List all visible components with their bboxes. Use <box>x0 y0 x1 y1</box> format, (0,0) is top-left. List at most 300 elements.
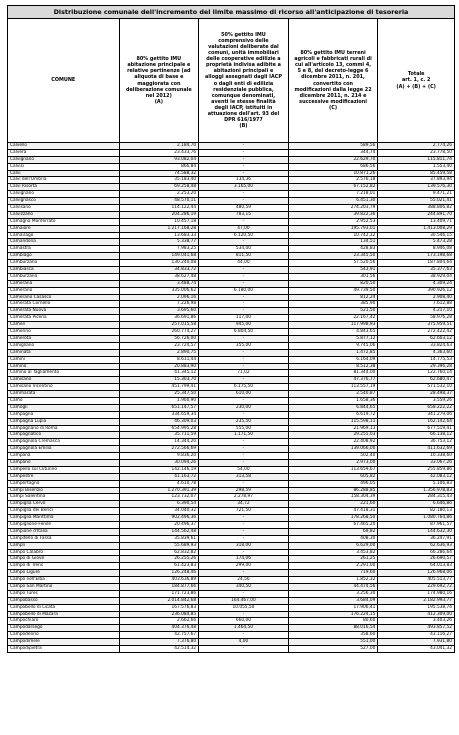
table-header <box>7 19 455 143</box>
cell-imu-b: 6.175,50 <box>199 384 289 390</box>
cell-imu-a: 7.376,80 <box>120 639 200 645</box>
cell-totale: 405.513,77 <box>427 577 452 583</box>
cell-imu-b: - <box>199 453 289 459</box>
cell-comune: Calvisano <box>8 205 120 211</box>
cell-totale: 229.692,72 <box>427 584 452 589</box>
table-row <box>8 391 454 398</box>
table-row <box>8 536 454 543</box>
cell-comune: Campagnatico <box>8 432 120 438</box>
cell-totale: 13.409,71 <box>430 218 452 224</box>
table-row <box>8 350 454 357</box>
cell-imu-b: 610,00 <box>199 391 289 397</box>
cell-comune: Campo Calabro <box>8 550 120 556</box>
cell-imu-c: 69,82 <box>289 529 379 535</box>
cell-totale: 162.142,64 <box>427 418 452 424</box>
table-row <box>8 301 454 308</box>
table-row <box>8 439 454 446</box>
table-row <box>8 288 454 295</box>
cell-comune: Camerano Casasco <box>8 295 120 301</box>
cell-imu-b: 3.165,00 <box>199 184 289 190</box>
cell-imu-c: 589,56 <box>289 143 379 149</box>
cell-comune: Camerata Cornello <box>8 301 120 307</box>
table-row <box>8 598 454 605</box>
cell-comune: Campello sul Clitunno <box>8 467 120 473</box>
cell-comune: Campano <box>8 460 120 466</box>
cell-imu-a: 69.258,48 <box>120 184 200 190</box>
cell-comune: Campodarsego <box>8 625 120 631</box>
column-header-a: 80% gettito IMU abitazione principale e relative pertinenze (ad aliquota di base e maggiorata con deliberazione comunale nel 2012) (A) <box>120 19 200 142</box>
cell-comune: Camerana <box>8 281 120 287</box>
cell-imu-b: 355,00 <box>199 343 289 349</box>
cell-imu-b: 318,00 <box>199 543 289 549</box>
cell-imu-a: 23.433,76 <box>120 150 200 156</box>
cell-totale: 43.116,27 <box>430 632 452 638</box>
cell-imu-a: 144.562,48 <box>120 529 200 535</box>
cell-comune: Campiglia Cervo <box>8 501 120 507</box>
cell-imu-b: - <box>199 198 289 204</box>
cell-comune: Campiglione-Fenile <box>8 522 120 528</box>
cell-imu-b: - <box>199 239 289 245</box>
table-row <box>8 246 454 253</box>
cell-imu-a: 35.183,40 <box>120 177 200 183</box>
cell-imu-c: 605,82 <box>289 474 379 480</box>
cell-imu-a: 2.253,20 <box>120 191 200 197</box>
cell-totale: 7.931,80 <box>432 639 452 645</box>
cell-totale: 7.612,88 <box>432 301 452 307</box>
cell-totale: 43.041,32 <box>430 646 452 652</box>
cell-imu-b: 6.180,00 <box>199 288 289 294</box>
cell-imu-a: 38.627,48 <box>120 274 200 280</box>
cell-totale: 272.422,42 <box>427 329 452 335</box>
table-row <box>8 646 454 653</box>
cell-imu-b: - <box>199 460 289 466</box>
cell-imu-b: 480,59 <box>199 205 289 211</box>
cell-comune: Campodipietra <box>8 646 120 652</box>
cell-imu-a: 41.163,72 <box>120 474 200 480</box>
cell-imu-a: 10.457,18 <box>120 219 200 225</box>
column-header-totale: Totale art. 1, c. 2 (A) + (B) + (C) <box>396 71 436 90</box>
cell-imu-a: 403.636,89 <box>120 577 200 583</box>
cell-imu-c: 57.520,56 <box>289 260 379 266</box>
cell-imu-a: 8.611,44 <box>120 357 200 363</box>
cell-comune: Cambiasca <box>8 267 120 273</box>
cell-imu-b: - <box>199 219 289 225</box>
table-row <box>8 529 454 536</box>
cell-imu-c: 543,91 <box>289 267 379 273</box>
cell-imu-c: 29.255,03 <box>289 432 379 438</box>
cell-comune: Campli <box>8 543 120 549</box>
cell-imu-b: 811,50 <box>199 253 289 259</box>
cell-imu-a: 26.255,26 <box>120 556 200 562</box>
table-row <box>8 625 454 632</box>
cell-totale: 55.021,41 <box>430 198 452 204</box>
cell-comune: Campagnola Emilia <box>8 446 120 452</box>
cell-comune: Campi Salentina <box>8 494 120 500</box>
cell-comune: Cammarata <box>8 391 120 397</box>
cell-imu-b: - <box>199 377 289 383</box>
cell-imu-a: 13.683,33 <box>120 233 200 239</box>
table-row <box>8 419 454 426</box>
cell-comune: Cambiago <box>8 253 120 259</box>
cell-imu-c: 344,74 <box>289 150 379 156</box>
cell-imu-a: 48.570,11 <box>120 198 200 204</box>
table-row <box>8 260 454 267</box>
table-row <box>8 474 454 481</box>
cell-imu-c: 23.345,50 <box>289 253 379 259</box>
cell-imu-b: 230,00 <box>199 405 289 411</box>
table-row <box>8 556 454 563</box>
cell-comune: Camburzano <box>8 260 120 266</box>
cell-imu-b: - <box>199 336 289 342</box>
cell-imu-a: 272.566,69 <box>120 446 200 452</box>
cell-totale: 23.778,50 <box>430 149 452 155</box>
cell-imu-c: 47.376,77 <box>289 377 379 383</box>
cell-totale: 36.753,12 <box>430 439 452 445</box>
cell-comune: Campertogno <box>8 481 120 487</box>
cell-imu-c: 3.256,30 <box>289 591 379 597</box>
cell-imu-a: 35.839,61 <box>120 536 200 542</box>
cell-imu-c: 1.658,36 <box>289 398 379 404</box>
cell-imu-c: 301,56 <box>289 274 379 280</box>
cell-imu-a: 56.726,00 <box>120 336 200 342</box>
cell-imu-c: 134,51 <box>289 239 379 245</box>
table-row <box>8 343 454 350</box>
table-row <box>8 370 454 377</box>
table-row <box>8 274 454 281</box>
table-row <box>8 577 454 584</box>
cell-totale: 66.286,64 <box>430 549 452 555</box>
cell-imu-c: 2.291,00 <box>289 563 379 569</box>
cell-imu-b: - <box>199 522 289 528</box>
cell-imu-a: 866,84 <box>120 164 200 170</box>
table-row <box>8 405 454 412</box>
cell-totale: 37.893,94 <box>430 177 452 183</box>
table-row <box>8 219 454 226</box>
table-row <box>8 322 454 329</box>
cell-imu-b: 235,50 <box>199 419 289 425</box>
cell-imu-b: 340,50 <box>199 584 289 590</box>
cell-imu-c: 5.877,12 <box>289 336 379 342</box>
cell-totale: 85.459,58 <box>430 170 452 176</box>
table-row <box>8 198 454 205</box>
cell-comune: Campiglia dei Berici <box>8 508 120 514</box>
table-row <box>8 212 454 219</box>
table-row <box>8 426 454 433</box>
cell-imu-b: - <box>199 171 289 177</box>
cell-imu-a: 654.995,28 <box>120 426 200 432</box>
cell-imu-b: 660,00 <box>199 618 289 624</box>
cell-imu-c: 1.852,32 <box>289 577 379 583</box>
cell-imu-c: 2.576,18 <box>289 177 379 183</box>
cell-imu-b: 47,00 <box>199 226 289 232</box>
cell-imu-b: - <box>199 274 289 280</box>
cell-comune: Campagna <box>8 412 120 418</box>
table-row <box>8 508 454 515</box>
cell-comune: Camerata Nuova <box>8 308 120 314</box>
cell-imu-a: 1.900,90 <box>120 398 200 404</box>
table-row <box>8 412 454 419</box>
table-row <box>8 550 454 557</box>
cell-totale: 255.859,86 <box>427 466 452 472</box>
cell-imu-a: 15.303,70 <box>120 377 200 383</box>
cell-comune: Campobello di Licata <box>8 605 120 611</box>
cell-imu-c: 6.844,65 <box>289 405 379 411</box>
cell-totale: 244.891,70 <box>427 211 452 217</box>
cell-imu-c: 719,60 <box>289 570 379 576</box>
cell-comune: Calvi <box>8 171 120 177</box>
cell-totale: 35.377,63 <box>430 267 452 273</box>
cell-imu-a: 1.270.391,39 <box>120 488 200 494</box>
cell-comune: Campodimele <box>8 639 120 645</box>
cell-imu-a: 55.689,93 <box>120 543 200 549</box>
cell-comune: Camisano Vicentino <box>8 384 120 390</box>
cell-imu-b: - <box>199 364 289 370</box>
cell-totale: 341.279,06 <box>427 411 452 417</box>
cell-imu-b: 24,56 <box>199 577 289 583</box>
cell-totale: 29.396,28 <box>430 363 452 369</box>
cell-imu-a: 2.662,66 <box>120 618 200 624</box>
cell-comune: Camaiore <box>8 226 120 232</box>
cell-imu-a: 171.723,86 <box>120 591 200 597</box>
cell-imu-a: 184.877,66 <box>120 584 200 590</box>
cell-imu-c: 8.512,38 <box>289 364 379 370</box>
cell-imu-c: 551,00 <box>289 639 379 645</box>
cell-totale: 30.546,15 <box>430 232 452 238</box>
cell-imu-b: 1.464,50 <box>199 625 289 631</box>
cell-imu-a: 6.390,54 <box>120 501 200 507</box>
cell-totale: 122.760,14 <box>427 370 452 376</box>
cell-totale: 3.403,26 <box>432 618 452 624</box>
cell-comune: Campi Bisenzio <box>8 488 120 494</box>
table-row <box>8 563 454 570</box>
cell-imu-c: 6.164,09 <box>289 357 379 363</box>
table-row <box>8 515 454 522</box>
cell-totale: 2.908,40 <box>432 294 452 300</box>
cell-comune: Caminata <box>8 350 120 356</box>
cell-comune: Campobello di Mazara <box>8 612 120 618</box>
cell-comune: Camogli <box>8 405 120 411</box>
cell-totale: 571.532,10 <box>427 384 452 390</box>
cell-imu-a: 142.146,19 <box>120 467 200 473</box>
table-row <box>8 432 454 439</box>
cell-comune: Campo San Martino <box>8 584 120 590</box>
cell-totale: 677.519,41 <box>427 425 452 431</box>
cell-imu-c: 686,56 <box>289 164 379 170</box>
cell-imu-c: 358,60 <box>289 632 379 638</box>
cell-totale: 10.338,60 <box>430 453 452 459</box>
cell-comune: Camini <box>8 357 120 363</box>
table-title: Distribuzione comunale dell'incremento del limite massimo di ricorso all'anticipazione di tesoreria <box>7 5 455 19</box>
cell-imu-b: 721,50 <box>199 508 289 514</box>
table-row <box>8 446 454 453</box>
cell-comune: Cameri <box>8 322 120 328</box>
cell-imu-b: 555,00 <box>199 426 289 432</box>
table-row <box>8 184 454 191</box>
cell-imu-a: 2.890,75 <box>120 350 200 356</box>
cell-imu-c: 221,60 <box>289 501 379 507</box>
cell-imu-b: - <box>199 446 289 452</box>
cell-imu-a: 61.423,83 <box>120 563 200 569</box>
cell-imu-c: 10.742,32 <box>289 233 379 239</box>
cell-imu-b: - <box>199 301 289 307</box>
cell-comune: Camigliano <box>8 343 120 349</box>
cell-comune: Campodenno <box>8 632 120 638</box>
table-row <box>8 522 454 529</box>
cell-imu-c: 2.952,53 <box>289 219 379 225</box>
cell-imu-c: 3.453,82 <box>289 550 379 556</box>
table-row <box>8 281 454 288</box>
cell-imu-c: 502,40 <box>289 453 379 459</box>
cell-imu-a: 9.836,20 <box>120 453 200 459</box>
column-header-c: 80% gettito IMU terreni agricoli e fabbricati rurali di cui all'articolo 13, commi 4, 5 e 8, del decreto-legge 6 dicembre 2011, n. 201, convertito con modificazioni dalla legge 22 dicembre 2011, n. 214 e successive modificazioni (C) <box>289 19 379 142</box>
cell-comune: Campo nell'Elba <box>8 577 120 583</box>
cell-totale: 38.929,04 <box>430 273 452 279</box>
cell-totale: 115.811,74 <box>427 156 452 162</box>
table-row <box>8 336 454 343</box>
cell-imu-c: 195.793,01 <box>289 226 379 232</box>
table-row <box>8 398 454 405</box>
cell-imu-c: 2.973,00 <box>289 460 379 466</box>
cell-imu-b: - <box>199 164 289 170</box>
cell-totale: 139.576,30 <box>427 184 452 190</box>
table-row <box>8 384 454 391</box>
cell-imu-b: 34,72 <box>199 501 289 507</box>
cell-imu-c: 176.224,15 <box>289 612 379 618</box>
cell-imu-b: 299,00 <box>199 563 289 569</box>
cell-comune: Calvisi <box>8 164 120 170</box>
cell-imu-b: - <box>199 281 289 287</box>
cell-totale: 33.824,63 <box>430 342 452 348</box>
cell-comune: Camerano <box>8 288 120 294</box>
cell-comune: Camisano <box>8 377 120 383</box>
cell-totale: 28.498,37 <box>430 391 452 397</box>
cell-imu-c: 115.598,11 <box>289 419 379 425</box>
cell-comune: Calvignano <box>8 157 120 163</box>
cell-imu-b: - <box>199 591 289 597</box>
cell-totale: 493.857,52 <box>427 625 452 631</box>
cell-totale: 144.632,30 <box>427 528 452 534</box>
cell-imu-b: - <box>199 267 289 273</box>
cell-imu-b: - <box>199 357 289 363</box>
cell-imu-c: 158.304,39 <box>289 494 379 500</box>
cell-imu-a: 236.084,85 <box>120 612 200 618</box>
table-row <box>8 357 454 364</box>
cell-imu-c: 408,30 <box>289 536 379 542</box>
cell-imu-a: 4.610,78 <box>120 481 200 487</box>
cell-imu-c: 21.969,13 <box>289 426 379 432</box>
cell-comune: Camerino <box>8 329 120 335</box>
cell-comune: Calvello <box>8 143 120 149</box>
table-row <box>8 226 454 233</box>
cell-comune: Camerota <box>8 336 120 342</box>
cell-comune: Camino <box>8 364 120 370</box>
cell-comune: Calvizzano <box>8 212 120 218</box>
table-row <box>8 501 454 508</box>
cell-comune: Camburzano <box>8 274 120 280</box>
cell-imu-a: 23.724,57 <box>120 343 200 349</box>
cell-totale: 284.315,43 <box>427 494 452 500</box>
cell-imu-b: - <box>199 191 289 197</box>
cell-totale: 412.309,00 <box>427 611 452 617</box>
cell-imu-c: 113.557,19 <box>289 384 379 390</box>
cell-comune: Campagnano di Roma <box>8 426 120 432</box>
cell-imu-a: 36.691,86 <box>120 315 200 321</box>
table-row <box>8 494 454 501</box>
cell-totale: 388.806,82 <box>427 205 452 211</box>
cell-imu-a: 114.122,44 <box>120 205 200 211</box>
cell-imu-c: 812,24 <box>289 295 379 301</box>
cell-imu-c: 7.218,01 <box>289 191 379 197</box>
cell-imu-b: 164.467,00 <box>199 598 289 604</box>
table-row <box>8 460 454 467</box>
table-row <box>8 377 454 384</box>
cell-imu-b: - <box>199 439 289 445</box>
cell-totale: 36.247,91 <box>430 535 452 541</box>
cell-totale: 390.926,12 <box>427 287 452 293</box>
table-row <box>8 315 454 322</box>
cell-totale: 1.413.008,29 <box>423 225 452 231</box>
cell-imu-b: 71,02 <box>199 370 289 376</box>
cell-imu-c: 44.474,56 <box>289 584 379 590</box>
cell-imu-b: 534,00 <box>199 246 289 252</box>
cell-imu-a: 404.376,48 <box>120 625 200 631</box>
cell-totale: 33.067,26 <box>430 459 452 465</box>
table-row <box>8 639 454 646</box>
cell-totale: 4.363,60 <box>432 349 452 355</box>
table-row <box>8 605 454 612</box>
table-row <box>8 239 454 246</box>
cell-comune: Campochiaro <box>8 618 120 624</box>
cell-imu-a: 335.006,62 <box>120 288 200 294</box>
cell-imu-a: 123.732,07 <box>120 494 200 500</box>
cell-comune: Campestre <box>8 474 120 480</box>
cell-comune: Camandona <box>8 239 120 245</box>
table-row <box>8 329 454 336</box>
table-row <box>8 584 454 591</box>
table-row <box>8 453 454 460</box>
cell-imu-a: 451.799,41 <box>120 384 200 390</box>
cell-imu-a: 5.338,77 <box>120 239 200 245</box>
cell-imu-a: 20.883,90 <box>120 364 200 370</box>
cell-comune: Camino al Tagliamento <box>8 370 120 376</box>
cell-totale: 1.553,40 <box>432 163 452 169</box>
cell-imu-b: - <box>199 570 289 576</box>
cell-comune: Campagnola Cremasca <box>8 439 120 445</box>
cell-imu-b: 44,00 <box>199 260 289 266</box>
cell-totale: 187.804,64 <box>427 260 452 266</box>
cell-totale: 6.646,86 <box>432 501 452 507</box>
cell-totale: 42.083,12 <box>430 473 452 479</box>
cell-imu-a: 1.217.168,28 <box>120 226 200 232</box>
cell-imu-b: - <box>199 515 289 521</box>
cell-imu-b: - <box>199 150 289 156</box>
cell-imu-c: 10.871,26 <box>289 171 379 177</box>
cell-imu-c: 67.152,82 <box>289 184 379 190</box>
table-row <box>8 143 454 150</box>
cell-imu-c: 820,50 <box>289 281 379 287</box>
cell-totale: 411.632,69 <box>427 446 452 452</box>
cell-imu-c: 81.344,00 <box>289 370 379 376</box>
cell-imu-b: - <box>199 412 289 418</box>
cell-comune: Calvi dell'Umbria <box>8 177 120 183</box>
cell-comune: Campo di Trens <box>8 563 120 569</box>
cell-imu-b: - <box>199 295 289 301</box>
cell-imu-c: 385,90 <box>289 301 379 307</box>
cell-imu-c: 22.629,70 <box>289 157 379 163</box>
cell-imu-a: 126.248,46 <box>120 570 200 576</box>
cell-imu-b: - <box>199 481 289 487</box>
cell-totale: 5.473,28 <box>432 239 452 245</box>
